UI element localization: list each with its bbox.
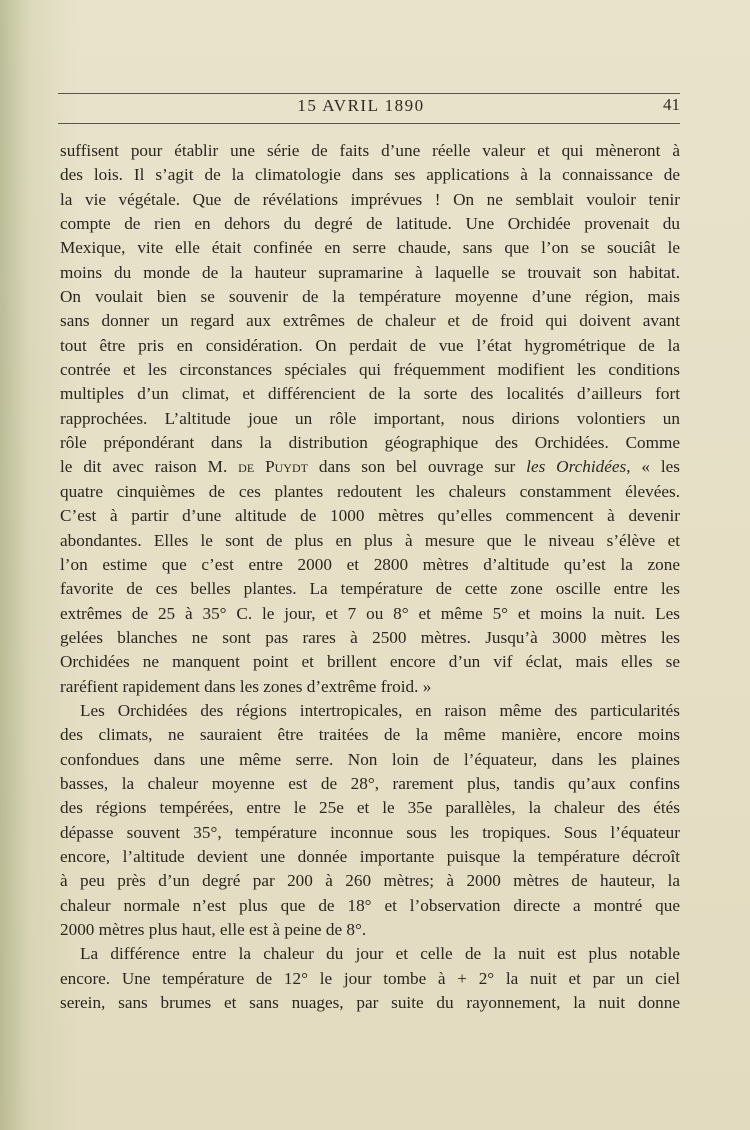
text-line: Mexique, vite elle était confinée en serre chaude, sans que l’on se souciât le xyxy=(60,238,680,258)
text-line: la vie végétale. Que de révélations imprévues ! On ne semblait vouloir tenir xyxy=(60,189,680,209)
text-line: gelées blanches ne sont pas rares à 2500 mètres. Jusqu’à 3000 mètres les xyxy=(60,627,680,647)
text-line: basses, la chaleur moyenne est de 28°, rarement plus, tandis qu’aux confins xyxy=(60,773,680,793)
text-line: extrêmes de 25 à 35° C. le jour, et 7 ou 8° et même 5° et moins la nuit. Les xyxy=(60,603,680,623)
text-line: tout être pris en considération. On perdait de vue l’état hygrométrique de la xyxy=(60,335,680,355)
text-line: des régions tempérées, entre le 25e et le 35e parallèles, la chaleur des étés xyxy=(60,798,680,818)
text-line: multiples d’un climat, et différencient de la sorte des localités d’ailleurs fort xyxy=(60,384,680,404)
text-line: Orchidées ne manquent point et brillent encore d’un vif éclat, mais elles se xyxy=(60,652,680,672)
citation-tail: , « les xyxy=(626,457,680,477)
text-line: dépasse souvent 35°, température inconnue sous les tropiques. Sous l’équateur xyxy=(60,822,680,842)
text-line: confondues dans une même serre. Non loin de l’équateur, dans les plaines xyxy=(60,749,680,769)
text-line: quatre cinquièmes de ces plantes redoutent les chaleurs constamment élevées. xyxy=(60,481,680,501)
text-line: encore, l’altitude devient une donnée importante puisque la température décroît xyxy=(60,846,680,866)
header-rule-top xyxy=(58,93,680,94)
paragraph-start: Les Orchidées des régions intertropicales, en raison même des particularités xyxy=(80,700,680,720)
citation-lead: le dit avec raison M. xyxy=(60,457,239,477)
citation-middle: dans son bel ouvrage sur xyxy=(307,457,527,477)
text-line: l’on estime que c’est entre 2000 et 2800 mètres d’altitude qu’est la zone xyxy=(60,554,680,574)
page-number: 41 xyxy=(663,95,680,114)
text-line: à peu près d’un degré par 200 à 260 mètres; à 2000 mètres de hauteur, la xyxy=(60,871,680,891)
text-line: abondantes. Elles le sont de plus en plus à mesure que le niveau s’élève et xyxy=(60,530,680,550)
author-name: de Puydt xyxy=(238,457,308,477)
text-line: contrée et les circonstances spéciales qui fréquemment modifient les conditions xyxy=(60,360,680,380)
text-line: serein, sans brumes et sans nuages, par suite du rayonnement, la nuit donne xyxy=(60,993,680,1013)
book-title: les Orchidées xyxy=(526,457,627,477)
text-line: raréfient rapidement dans les zones d’extrême froid. » xyxy=(60,676,432,696)
text-line: chaleur normale n’est plus que de 18° et l’observation directe a montré que xyxy=(60,895,680,915)
text-line-citation xyxy=(60,455,680,479)
text-line: 2000 mètres plus haut, elle est à peine de 8°. xyxy=(60,920,367,939)
text-line: rôle prépondérant dans la distribution géographique des Orchidées. Comme xyxy=(60,433,680,453)
text-line: favorite de ces belles plantes. La température de cette zone oscille entre les xyxy=(60,579,680,599)
running-head-date: 15 AVRIL 1890 xyxy=(297,96,425,115)
text-line: moins du monde de la hauteur supramarine à laquelle se trouvait son habitat. xyxy=(60,262,680,282)
text-line: sans donner un regard aux extrêmes de chaleur et de froid qui doivent avant xyxy=(60,311,680,331)
text-line: des climats, ne sauraient être traitées de la même manière, encore moins xyxy=(60,725,680,745)
header-rule-bottom xyxy=(58,123,680,124)
text-line: compte de rien en dehors du degré de latitude. Une Orchidée provenait du xyxy=(60,214,680,234)
text-line: C’est à partir d’une altitude de 1000 mètres qu’elles commencent à devenir xyxy=(60,506,680,526)
body-text xyxy=(60,139,680,1015)
text-line: encore. Une température de 12° le jour tombe à + 2° la nuit et par un ciel xyxy=(60,968,680,988)
text-line: On voulait bien se souvenir de la température moyenne d’une région, mais xyxy=(60,287,680,307)
text-line: suffisent pour établir une série de faits d’une réelle valeur et qui mèneront à xyxy=(60,141,680,160)
text-line: rapprochées. L’altitude joue un rôle important, nous dirions volontiers un xyxy=(60,408,680,428)
text-line: des lois. Il s’agit de la climatologie dans ses applications à la connaissance de xyxy=(60,165,680,185)
paragraph-start: La différence entre la chaleur du jour et celle de la nuit est plus notable xyxy=(80,944,680,964)
